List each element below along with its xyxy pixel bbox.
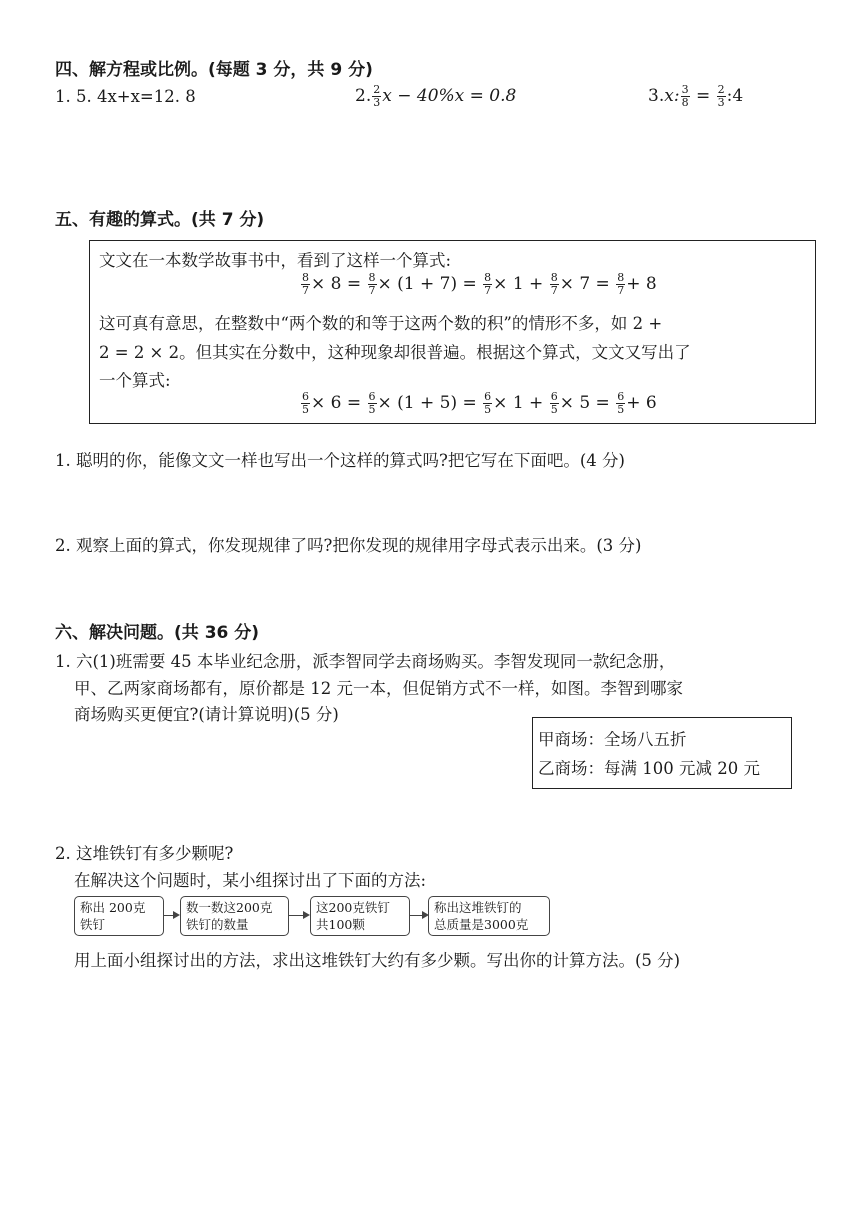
promotion-store-b: 乙商场：每满 100 元减 20 元 [538,759,760,778]
section5-question-1: 1. 聪明的你，能像文文一样也写出一个这样的算式吗?把它写在下面吧。(4 分) [55,451,625,470]
section5-heading: 五、有趣的算式。(共 7 分) [55,210,265,230]
section6-heading: 六、解决问题。(共 36 分) [55,623,260,643]
section4-heading: 四、解方程或比例。(每题 3 分，共 9 分) [55,60,373,80]
q3-number: 3. [648,86,665,106]
story-equation-2: $\frac{6}{5}$ × 6 = $\frac{6}{5}$ × (1 + 5) = $\frac{6}{5}$ × 1 + $\frac{6}{5}$ × 5 = $\frac{6}{5}$ + 6 [302,390,657,416]
flow-step-1: 称出 200克 铁钉 [74,896,164,936]
section4-question-3 [648,84,743,109]
q3-fraction-1: $\frac{3}{8}$ [681,83,689,109]
promotion-store-a: 甲商场：全场八五折 [538,730,687,749]
flow-step-2: 数一数这200克 铁钉的数量 [180,896,289,936]
q3-variable: x: [664,86,680,106]
arrow-right-icon [303,911,310,919]
q3-equals: = [690,86,716,106]
eq2-fraction: $\frac{6}{5}$ [302,390,309,416]
story-line-4: 一个算式: [99,371,171,390]
flow-step-3: 这200克铁钉 共100颗 [310,896,410,936]
section6-q1-line-3: 商场购买更便宜?(请计算说明)(5 分) [74,705,339,724]
story-line-2: 这可真有意思，在整数中“两个数的和等于这两个数的积”的情形不多，如 2 + [99,314,663,333]
section5-question-2: 2. 观察上面的算式，你发现规律了吗?把你发现的规律用字母式表示出来。(3 分) [55,536,642,555]
section6-q2-line-3: 用上面小组探讨出的方法，求出这堆铁钉大约有多少颗。写出你的计算方法。(5 分) [74,951,681,970]
section6-q2-line-1: 2. 这堆铁钉有多少颗呢? [55,844,234,863]
arrow-right-icon [173,911,180,919]
story-equation-1: $\frac{8}{7}$ × 8 = $\frac{8}{7}$ × (1 + 7) = $\frac{8}{7}$ × 1 + $\frac{8}{7}$ × 7 = $\frac{8}{7}$ + 8 [302,271,657,297]
section4-question-1: 1. 5. 4x+x=12. 8 [55,87,196,106]
q2-number: 2. [355,86,372,106]
story-line-3: 2 = 2 × 2。但其实在分数中，这种现象却很普遍。根据这个算式，文文又写出了 [99,343,691,362]
q3-fraction-2: $\frac{2}{3}$ [717,83,725,109]
flow-arrow-2 [289,915,304,916]
section4-question-2 [355,84,516,109]
flow-step-4: 称出这堆铁钉的 总质量是3000克 [428,896,550,936]
section6-q1-line-1: 1. 六(1)班需要 45 本毕业纪念册，派李智同学去商场购买。李智发现同一款纪念册， [55,652,676,671]
q3-ratio-end: :4 [726,86,744,106]
q2-fraction: $\frac{2}{3}$ [373,83,381,109]
section6-q1-line-2: 甲、乙两家商场都有，原价都是 12 元一本，但促销方式不一样，如图。李智到哪家 [74,679,683,698]
eq1-fraction: $\frac{8}{7}$ [302,271,309,297]
story-line-1: 文文在一本数学故事书中，看到了这样一个算式: [99,251,452,270]
section6-q2-line-2: 在解决这个问题时，某小组探讨出了下面的方法: [74,871,427,890]
q2-expression: x − 40%x = 0.8 [382,86,517,106]
